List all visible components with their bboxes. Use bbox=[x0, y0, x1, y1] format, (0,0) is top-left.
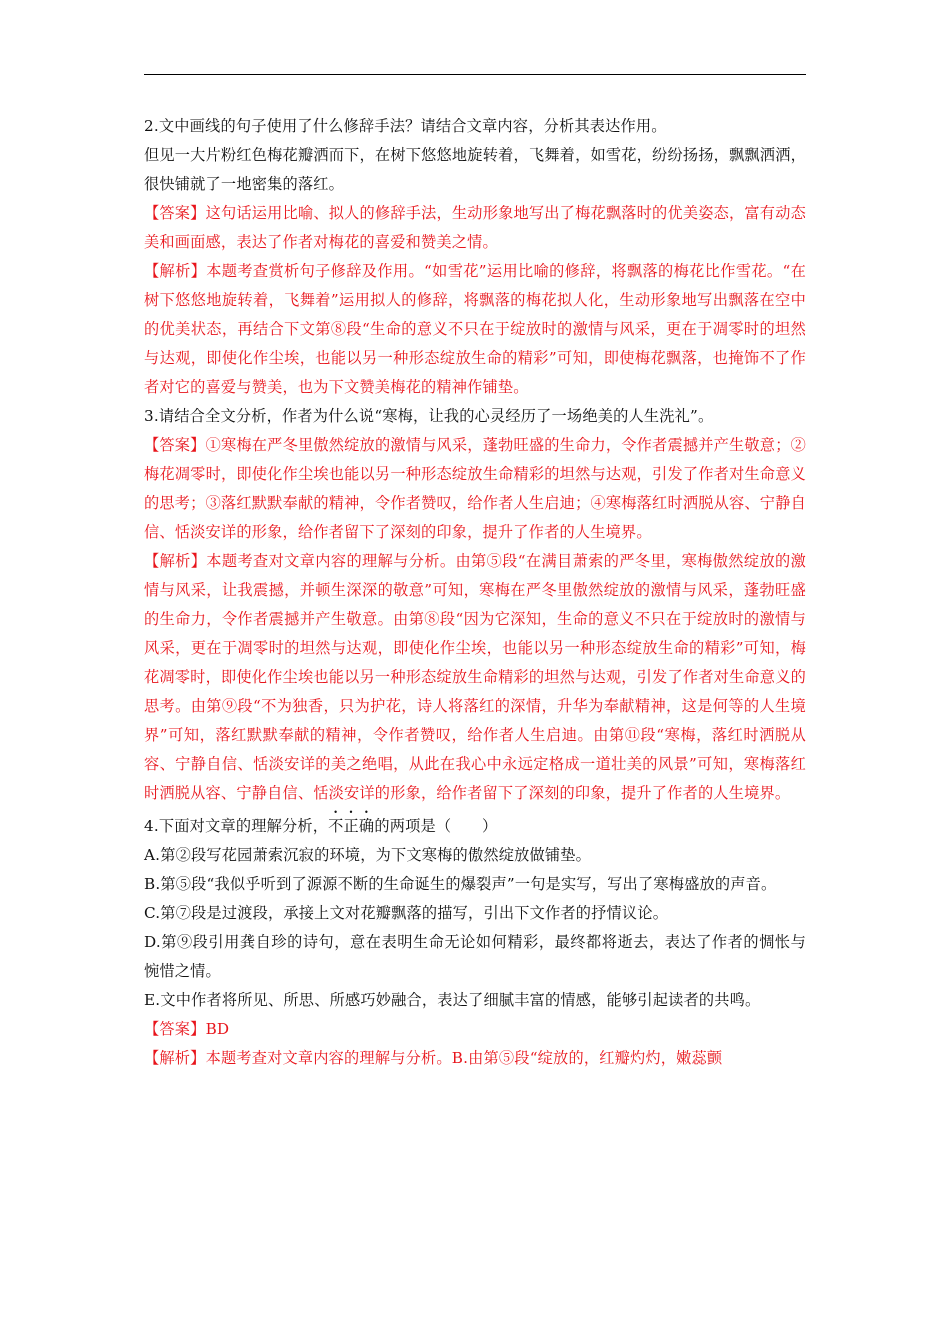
question-4-answer bbox=[144, 1015, 806, 1044]
option-a: A.第②段写花园萧索沉寂的环境，为下文寒梅的傲然绽放做铺垫。 bbox=[144, 846, 592, 864]
question-4 bbox=[144, 808, 806, 841]
question-4-post: 的两项是（ ） bbox=[374, 817, 498, 835]
question-4-analysis bbox=[144, 1044, 806, 1073]
analysis-text: 本题考查赏析句子修辞及作用。“如雪花”运用比喻的修辞，将飘落的梅花比作雪花。“在树下悠悠地旋转着，飞舞着”运用拟人的修辞，将飘落的梅花拟人化，生动形象地写出飘落在空中的优美状态，再结合下文第⑧段“生命的意义不只在于绽放时的激情与风采，更在于凋零时的坦然与达观，即使化作尘埃，也能以另一种形态绽放生命的精彩”可知，即使梅花飘落，也掩饰不了作者对它的喜爱与赞美，也为下文赞美梅花的精神作铺垫。 bbox=[144, 262, 806, 396]
answer-text: ①寒梅在严冬里傲然绽放的激情与风采，蓬勃旺盛的生命力，令作者震撼并产生敬意；②梅花凋零时，即使化作尘埃也能以另一种形态绽放生命精彩的坦然与达观，引发了作者对生命意义的思考；③落红默默奉献的精神，令作者赞叹，给作者人生启迪；④寒梅落红时洒脱从容、宁静自信、恬淡安详的形象，给作者留下了深刻的印象，提升了作者的人生境界。 bbox=[144, 436, 806, 541]
analysis-text: 本题考查对文章内容的理解与分析。由第⑤段“在满目萧索的严冬里，寒梅傲然绽放的激情与风采，让我震撼，并顿生深深的敬意”可知，寒梅在严冬里傲然绽放的激情与风采，蓬勃旺盛的生命力，令作者震撼并产生敬意。由第⑧段“因为它深知，生命的意义不只在于绽放时的激情与风采，更在于凋零时的坦然与达观，即使化作尘埃，也能以另一种形态绽放生命的精彩”可知，梅花凋零时，即使化作尘埃也能以另一种形态绽放生命精彩的坦然与达观，引发了作者对生命意义的思考。由第⑨段“不为独香，只为护花，诗人将落红的深情，升华为奉献精神，这是何等的人生境界”可知，落红默默奉献的精神，令作者赞叹，给作者人生启迪。由第⑪段“寒梅，落红时洒脱从容、宁静自信、恬淡安详的美之绝唱，从此在我心中永远定格成一道壮美的风景”可知，寒梅落红时洒脱从容、宁静自信、恬淡安详的形象，给作者留下了深刻的印象，提升了作者的人生境界。 bbox=[144, 552, 806, 802]
analysis-tag: 【解析】 bbox=[144, 552, 207, 570]
question-3-answer bbox=[144, 431, 806, 547]
question-4-emphasis: 不正确 bbox=[328, 817, 375, 835]
option-c: C.第⑦段是过渡段，承接上文对花瓣飘落的描写，引出下文作者的抒情议论。 bbox=[144, 904, 669, 922]
answer-text: 这句话运用比喻、拟人的修辞手法，生动形象地写出了梅花飘落时的优美姿态，富有动态美和画面感，表达了作者对梅花的喜爱和赞美之情。 bbox=[144, 204, 806, 251]
analysis-text: 本题考查对文章内容的理解与分析。B.由第⑤段“绽放的，红瓣灼灼，嫩蕊颤 bbox=[205, 1049, 723, 1067]
question-4-pre: 4.下面对文章的理解分析， bbox=[144, 817, 329, 835]
question-2-answer bbox=[144, 199, 806, 257]
answer-text: BD bbox=[205, 1020, 230, 1038]
answer-tag: 【答案】 bbox=[144, 204, 206, 222]
header-rule bbox=[144, 74, 806, 75]
question-2-quote: 但见一大片粉红色梅花瓣洒而下，在树下悠悠地旋转着，飞舞着，如雪花，纷纷扬扬，飘飘洒洒，很快铺就了一地密集的落红。 bbox=[144, 146, 806, 193]
question-3-analysis bbox=[144, 547, 806, 808]
question-2: 2.文中画线的句子使用了什么修辞手法？请结合文章内容，分析其表达作用。 bbox=[144, 117, 667, 135]
option-e: E.文中作者将所见、所思、所感巧妙融合，表达了细腻丰富的情感，能够引起读者的共鸣。 bbox=[144, 991, 761, 1009]
document-body bbox=[144, 112, 806, 1073]
answer-tag: 【答案】 bbox=[144, 1020, 206, 1038]
analysis-tag: 【解析】 bbox=[144, 262, 207, 280]
option-b: B.第⑤段“我似乎听到了源源不断的生命诞生的爆裂声”一句是实写，写出了寒梅盛放的声音。 bbox=[144, 875, 777, 893]
analysis-tag: 【解析】 bbox=[144, 1049, 206, 1067]
question-3: 3.请结合全文分析，作者为什么说“寒梅，让我的心灵经历了一场绝美的人生洗礼”。 bbox=[144, 407, 714, 425]
question-2-analysis bbox=[144, 257, 806, 402]
option-d: D.第⑨段引用龚自珍的诗句，意在表明生命无论如何精彩，最终都将逝去，表达了作者的惆怅与惋惜之情。 bbox=[144, 933, 806, 980]
answer-tag: 【答案】 bbox=[144, 436, 206, 454]
